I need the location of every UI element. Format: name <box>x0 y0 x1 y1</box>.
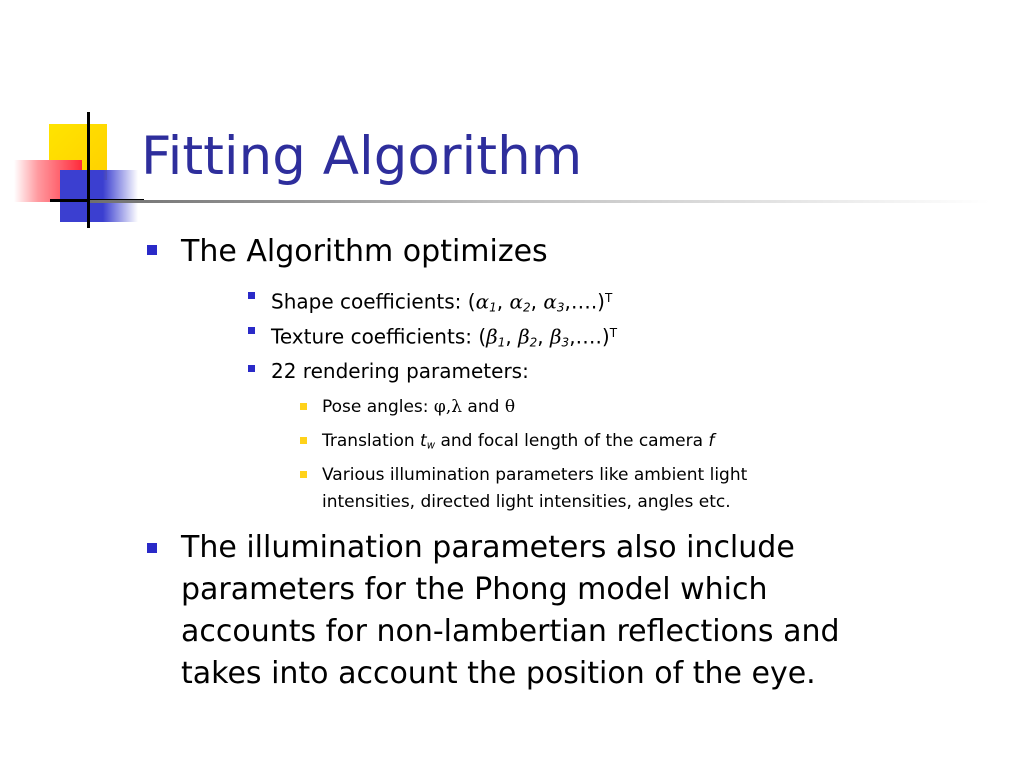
alpha-symbol: α <box>543 289 557 314</box>
bullet-text: The Algorithm optimizes <box>181 234 548 269</box>
square-bullet-icon <box>248 365 255 372</box>
illumination-line-2: intensities, directed light intensities, angles etc. <box>322 492 731 512</box>
separator: , <box>505 324 519 349</box>
subscript-3: 3 <box>556 300 565 315</box>
f-symbol: f <box>708 431 715 451</box>
translation-label: Translation <box>322 431 421 451</box>
separator: , <box>530 289 544 314</box>
pose-label: Pose angles: <box>322 397 434 417</box>
phong-line-3: accounts for non-lambertian reflections and <box>181 614 840 649</box>
subscript-2: 2 <box>522 300 531 315</box>
and-word: and <box>462 397 505 417</box>
translation-text: and focal length of the camera <box>435 431 709 451</box>
phong-line-4: takes into account the position of the eye. <box>181 656 816 691</box>
bullet-pose-angles <box>322 394 515 421</box>
beta-symbol: β <box>486 324 498 349</box>
t-symbol: t <box>420 431 427 451</box>
texture-label: Texture coefficients: ( <box>271 324 487 349</box>
bullet-illumination-parameters <box>322 462 747 516</box>
alpha-symbol: α <box>509 289 523 314</box>
square-bullet-icon <box>248 327 255 334</box>
shape-label: Shape coefficients: ( <box>271 289 476 314</box>
title-underline-rule <box>90 200 990 203</box>
phi-lambda-symbols: φ,λ <box>433 397 463 417</box>
separator: , <box>537 324 550 349</box>
beta-symbol: β <box>549 324 562 349</box>
subscript-w: w <box>426 440 436 452</box>
subscript-1: 1 <box>489 300 497 315</box>
superscript-T: T <box>609 326 618 340</box>
beta-symbol: β <box>518 324 530 349</box>
square-bullet-icon <box>300 437 307 444</box>
bullet-text: 22 rendering parameters: <box>271 359 529 383</box>
bullet-phong-model <box>181 527 840 695</box>
decor-vertical-line <box>87 112 90 228</box>
bullet-rendering-parameters <box>271 354 529 389</box>
theta-symbol: θ <box>504 397 516 417</box>
slide-title: Fitting Algorithm <box>141 126 583 187</box>
ellipsis-tail: ,….) <box>564 289 605 314</box>
square-bullet-icon <box>147 245 157 255</box>
separator: , <box>496 289 510 314</box>
subscript-3: 3 <box>561 335 570 350</box>
square-bullet-icon <box>300 471 307 478</box>
square-bullet-icon <box>248 292 255 299</box>
superscript-T: T <box>605 291 613 305</box>
bullet-algorithm-optimizes <box>181 231 548 273</box>
subscript-2: 2 <box>529 335 538 350</box>
ellipsis-tail: ,….) <box>569 324 610 349</box>
square-bullet-icon <box>147 543 157 553</box>
subscript-1: 1 <box>497 335 506 350</box>
bullet-translation <box>322 428 714 460</box>
decor-blue-square <box>60 170 138 222</box>
phong-line-1: The illumination parameters also include <box>181 530 795 565</box>
square-bullet-icon <box>300 403 307 410</box>
phong-line-2: parameters for the Phong model which <box>181 572 768 607</box>
illumination-line-1: Various illumination parameters like ambient light <box>322 465 748 485</box>
alpha-symbol: α <box>475 289 490 314</box>
